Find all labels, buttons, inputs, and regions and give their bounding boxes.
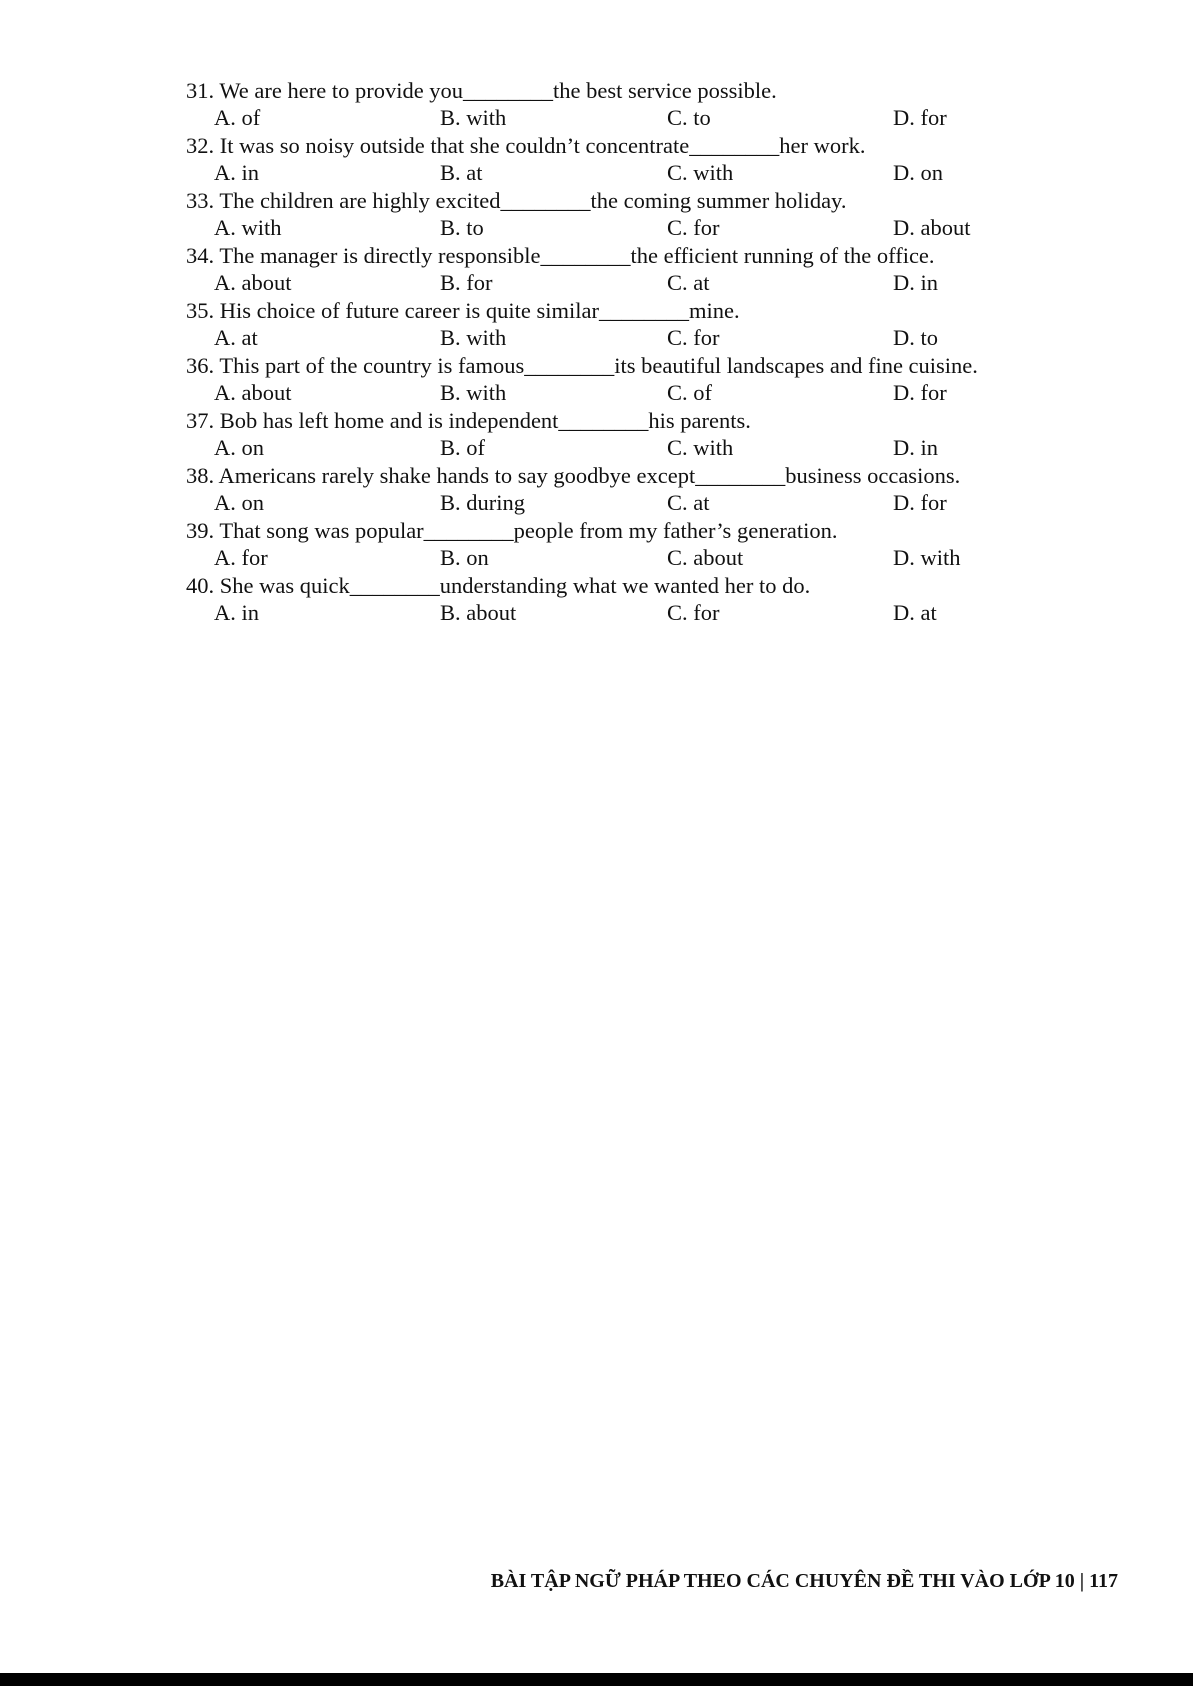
question-stem: 40. She was quick________understanding what we wanted her to do. xyxy=(186,573,811,598)
question-34 xyxy=(186,243,1066,298)
option-d: D. about xyxy=(893,215,971,240)
option-d: D. on xyxy=(893,160,943,185)
option-d: D. in xyxy=(893,270,938,295)
question-stem: 35. His choice of future career is quite similar________mine. xyxy=(186,298,740,323)
option-c: C. at xyxy=(667,490,710,515)
option-b: B. at xyxy=(440,160,483,185)
option-b: B. about xyxy=(440,600,517,625)
question-stem: 34. The manager is directly responsible________the efficient running of the office. xyxy=(186,243,935,268)
option-a: A. for xyxy=(214,545,268,570)
option-d: D. to xyxy=(893,325,938,350)
question-37 xyxy=(186,408,1066,463)
question-36 xyxy=(186,353,1066,408)
option-a: A. with xyxy=(214,215,282,240)
option-d: D. in xyxy=(893,435,938,460)
option-d: D. for xyxy=(893,490,947,515)
option-d: D. at xyxy=(893,600,937,625)
option-b: B. for xyxy=(440,270,493,295)
option-a: A. of xyxy=(214,105,261,130)
option-a: A. on xyxy=(214,435,264,460)
option-b: B. of xyxy=(440,435,485,460)
option-d: D. for xyxy=(893,380,947,405)
question-stem: 31. We are here to provide you________the best service possible. xyxy=(186,78,777,103)
question-35 xyxy=(186,298,1066,353)
option-d: D. with xyxy=(893,545,961,570)
option-b: B. with xyxy=(440,380,507,405)
option-c: C. with xyxy=(667,160,734,185)
question-39 xyxy=(186,518,1066,573)
option-c: C. for xyxy=(667,600,720,625)
option-c: C. with xyxy=(667,435,734,460)
option-b: B. during xyxy=(440,490,526,515)
option-c: C. of xyxy=(667,380,712,405)
option-c: C. for xyxy=(667,215,720,240)
option-a: A. about xyxy=(214,270,292,295)
question-list xyxy=(186,78,1066,628)
question-stem: 33. The children are highly excited________the coming summer holiday. xyxy=(186,188,847,213)
question-31 xyxy=(186,78,1066,133)
option-b: B. to xyxy=(440,215,484,240)
option-a: A. about xyxy=(214,380,292,405)
question-stem: 38. Americans rarely shake hands to say goodbye except________business occasions. xyxy=(186,463,961,488)
bottom-border xyxy=(0,1673,1193,1686)
question-40 xyxy=(186,573,1066,628)
question-38 xyxy=(186,463,1066,518)
option-c: C. at xyxy=(667,270,710,295)
option-c: C. to xyxy=(667,105,711,130)
option-c: C. about xyxy=(667,545,744,570)
option-a: A. on xyxy=(214,490,264,515)
option-b: B. on xyxy=(440,545,489,570)
question-32 xyxy=(186,133,1066,188)
question-33 xyxy=(186,188,1066,243)
option-b: B. with xyxy=(440,105,507,130)
option-a: A. at xyxy=(214,325,258,350)
option-b: B. with xyxy=(440,325,507,350)
option-a: A. in xyxy=(214,160,259,185)
question-stem: 39. That song was popular________people from my father’s generation. xyxy=(186,518,838,543)
question-stem: 32. It was so noisy outside that she couldn’t concentrate________her work. xyxy=(186,133,866,158)
question-stem: 36. This part of the country is famous________its beautiful landscapes and fine cuisine. xyxy=(186,353,978,378)
question-stem: 37. Bob has left home and is independent________his parents. xyxy=(186,408,751,433)
option-a: A. in xyxy=(214,600,259,625)
page-footer: BÀI TẬP NGỮ PHÁP THEO CÁC CHUYÊN ĐỀ THI VÀO LỚP 10 | 117 xyxy=(490,1570,1118,1592)
option-d: D. for xyxy=(893,105,947,130)
option-c: C. for xyxy=(667,325,720,350)
